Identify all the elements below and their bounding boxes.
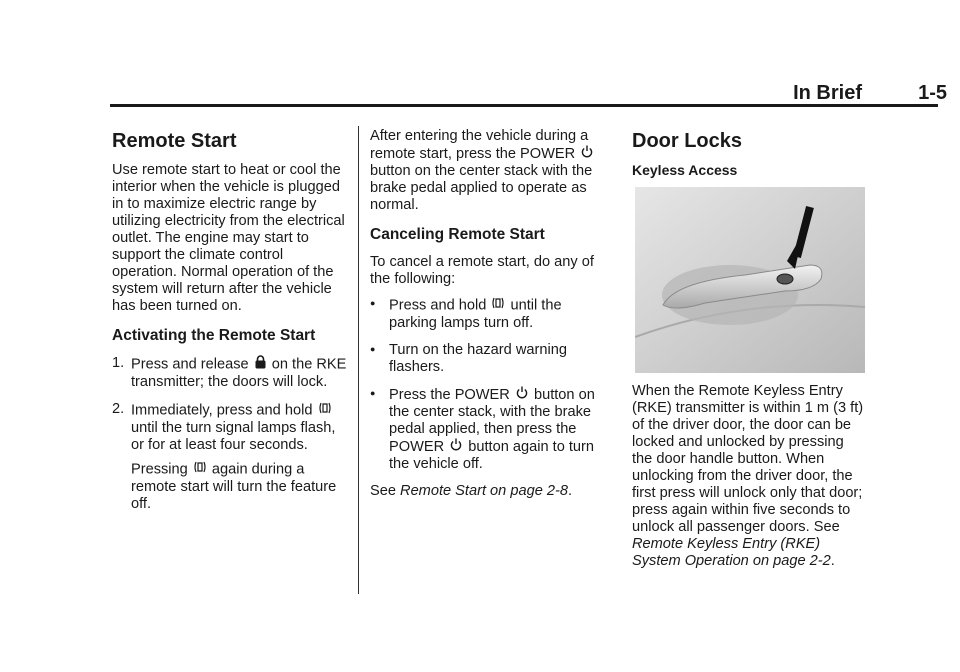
text-span: button on the center stack with the brake pedal applied to operate as normal. (370, 163, 593, 213)
header-rule (110, 104, 938, 107)
column-divider (358, 126, 359, 594)
text-span: . (830, 553, 835, 569)
door-handle-photo (635, 187, 865, 373)
bullet-item (370, 386, 606, 473)
bullet-item (370, 342, 606, 376)
text-span: button again to turn the vehicle off. (389, 438, 595, 472)
step-text: Immediately, press and hold (131, 402, 313, 419)
text-span: . (567, 483, 573, 499)
column-canceling (370, 128, 606, 508)
step-text: Press and release (131, 356, 249, 373)
remote-start-icon (194, 460, 206, 479)
keyless-access-body (632, 383, 868, 570)
text-span: After entering the vehicle during a remote start, press the POWER (370, 128, 589, 162)
column-remote-start (112, 128, 348, 523)
remote-start-icon (319, 401, 331, 420)
heading-keyless-access: Keyless Access (632, 162, 738, 178)
remote-start-intro: Use remote start to heat or cool the interior when the vehicle is plugged in to maximize electric range by utilizing electricity from the electrical outlet. The engine may start to support the climate control operation. Normal operation of the system will return after the vehicle has been turned on. (112, 162, 345, 314)
text-span: When the Remote Keyless Entry (RKE) transmitter is within 1 m (3 ft) of the driver door, the door can be locked and unlocked by pressing the door handle button. When unlocking from the driver door, the first press will unlock only that door; press again within five seconds to unlock all passenger doors. See (632, 383, 864, 535)
text-span: Press the POWER (389, 386, 510, 403)
heading-activating: Activating the Remote Start (112, 327, 316, 344)
text-span: See (370, 483, 396, 499)
header-section-title: In Brief (793, 82, 862, 104)
after-entering-text (370, 128, 606, 214)
bullet-icon: ● (370, 298, 376, 308)
bullet-icon: ● (370, 388, 376, 398)
step-text: Pressing (131, 461, 188, 478)
power-icon (581, 145, 593, 163)
step-1 (112, 355, 348, 391)
text-span: button on the center stack, with the brake pedal applied, then press the POWER (389, 386, 595, 455)
heading-remote-start: Remote Start (112, 130, 237, 152)
bullet-item (370, 296, 606, 332)
heading-door-locks: Door Locks (632, 130, 743, 152)
cancel-intro: To cancel a remote start, do any of the following: (370, 254, 594, 287)
power-icon (516, 386, 528, 404)
cross-reference-link[interactable]: Remote Start on page 2-8 (400, 483, 568, 499)
step-number: 1. (112, 355, 125, 371)
column-door-locks (632, 128, 868, 578)
see-reference (370, 483, 606, 500)
step-text: until the turn signal lamps flash, or for at least four seconds. (131, 420, 336, 453)
header-page-number: 1-5 (918, 82, 947, 104)
text-span: Turn on the hazard warning flashers. (389, 342, 567, 375)
bullet-icon: ● (370, 344, 376, 354)
step-2 (112, 401, 348, 513)
text-span: Press and hold (389, 297, 487, 314)
step-text: again during a remote start will turn the feature off. (131, 461, 337, 512)
remote-start-icon (492, 296, 504, 315)
step-number: 2. (112, 401, 125, 417)
power-icon (450, 438, 462, 456)
heading-canceling: Canceling Remote Start (370, 226, 545, 243)
lock-icon (255, 355, 266, 374)
step-text: on the RKE transmitter; the doors will lock. (131, 356, 347, 390)
text-span: until the parking lamps turn off. (389, 297, 562, 331)
cross-reference-link[interactable]: Remote Keyless Entry (RKE) System Operation on page 2-2 (632, 536, 831, 569)
